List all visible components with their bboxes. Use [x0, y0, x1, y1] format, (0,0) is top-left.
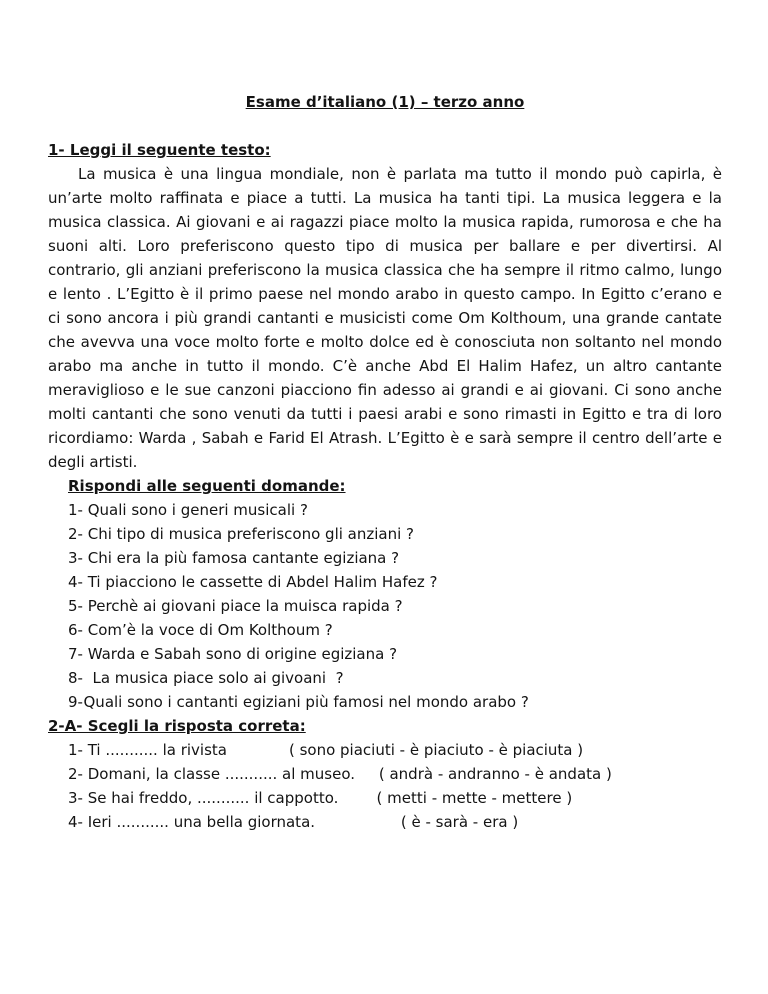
question-item: 1- Quali sono i generi musicali ? — [68, 501, 308, 519]
questions-heading: Rispondi alle seguenti domande: — [68, 477, 346, 495]
page-title: Esame d’italiano (1) – terzo anno — [245, 93, 525, 111]
section1-heading: 1- Leggi il seguente testo: — [48, 141, 271, 159]
section2-heading: 2-A- Scegli la risposta correta: — [48, 717, 306, 735]
question-item: 8- La musica piace solo ai givoani ? — [68, 669, 344, 687]
question-item: 7- Warda e Sabah sono di origine egiziana ? — [68, 645, 398, 663]
question-item: 2- Chi tipo di musica preferiscono gli anziani ? — [68, 525, 415, 543]
question-item: 3- Chi era la più famosa cantante egiziana ? — [68, 549, 400, 567]
exercise-item: 4- Ieri ........... una bella giornata. ( è - sarà - era ) — [68, 813, 519, 831]
exercise-item: 1- Ti ........... la rivista ( sono piaciuti - è piaciuto - è piaciuta ) — [68, 741, 584, 759]
questions-list — [48, 498, 722, 714]
question-item: 4- Ti piacciono le cassette di Abdel Halim Hafez ? — [68, 573, 438, 591]
question-item: 6- Com’è la voce di Om Kolthoum ? — [68, 621, 333, 639]
question-item: 9-Quali sono i cantanti egiziani più famosi nel mondo arabo ? — [68, 693, 529, 711]
question-item: 5- Perchè ai giovani piace la muisca rapida ? — [68, 597, 403, 615]
reading-passage: La musica è una lingua mondiale, non è parlata ma tutto il mondo può capirla, è un’arte molto raffinata e piace a tutti. La musica ha tanti tipi. La musica leggera e la musica classica. Ai giovani e ai ragazzi piace molto la musica rapida, rumorosa e che ha suoni alti. Loro preferiscono questo tipo di musica per ballare e per divertirsi. Al contrario, gli anziani preferiscono la musica classica che ha sempre il ritmo calmo, lungo e lento . L’Egitto è il primo paese nel mondo arabo in questo campo. In Egitto c’erano e ci sono ancora i più grandi cantanti e musicisti come Om Kolthoum, una grande cantate che avevva una voce molto forte e molto dolce ed è conosciuta non soltanto nel mondo arabo ma anche in tutto il mondo. C’è anche Abd El Halim Hafez, un altro cantante meraviglioso e le sue canzoni piacciono fin adesso ai grandi e ai giovani. Ci sono anche molti cantanti che sono venuti da tutti i paesi arabi e sono rimasti in Egitto e tra di loro ricordiamo: Warda , Sabah e Farid El Atrash. L’Egitto è e sarà sempre il centro dell’arte e degli artisti. — [48, 165, 722, 471]
exercise-list — [48, 738, 722, 834]
exercise-item: 3- Se hai freddo, ........... il cappotto. ( metti - mette - mettere ) — [68, 789, 573, 807]
exercise-item: 2- Domani, la classe ........... al museo. ( andrà - andranno - è andata ) — [68, 765, 612, 783]
